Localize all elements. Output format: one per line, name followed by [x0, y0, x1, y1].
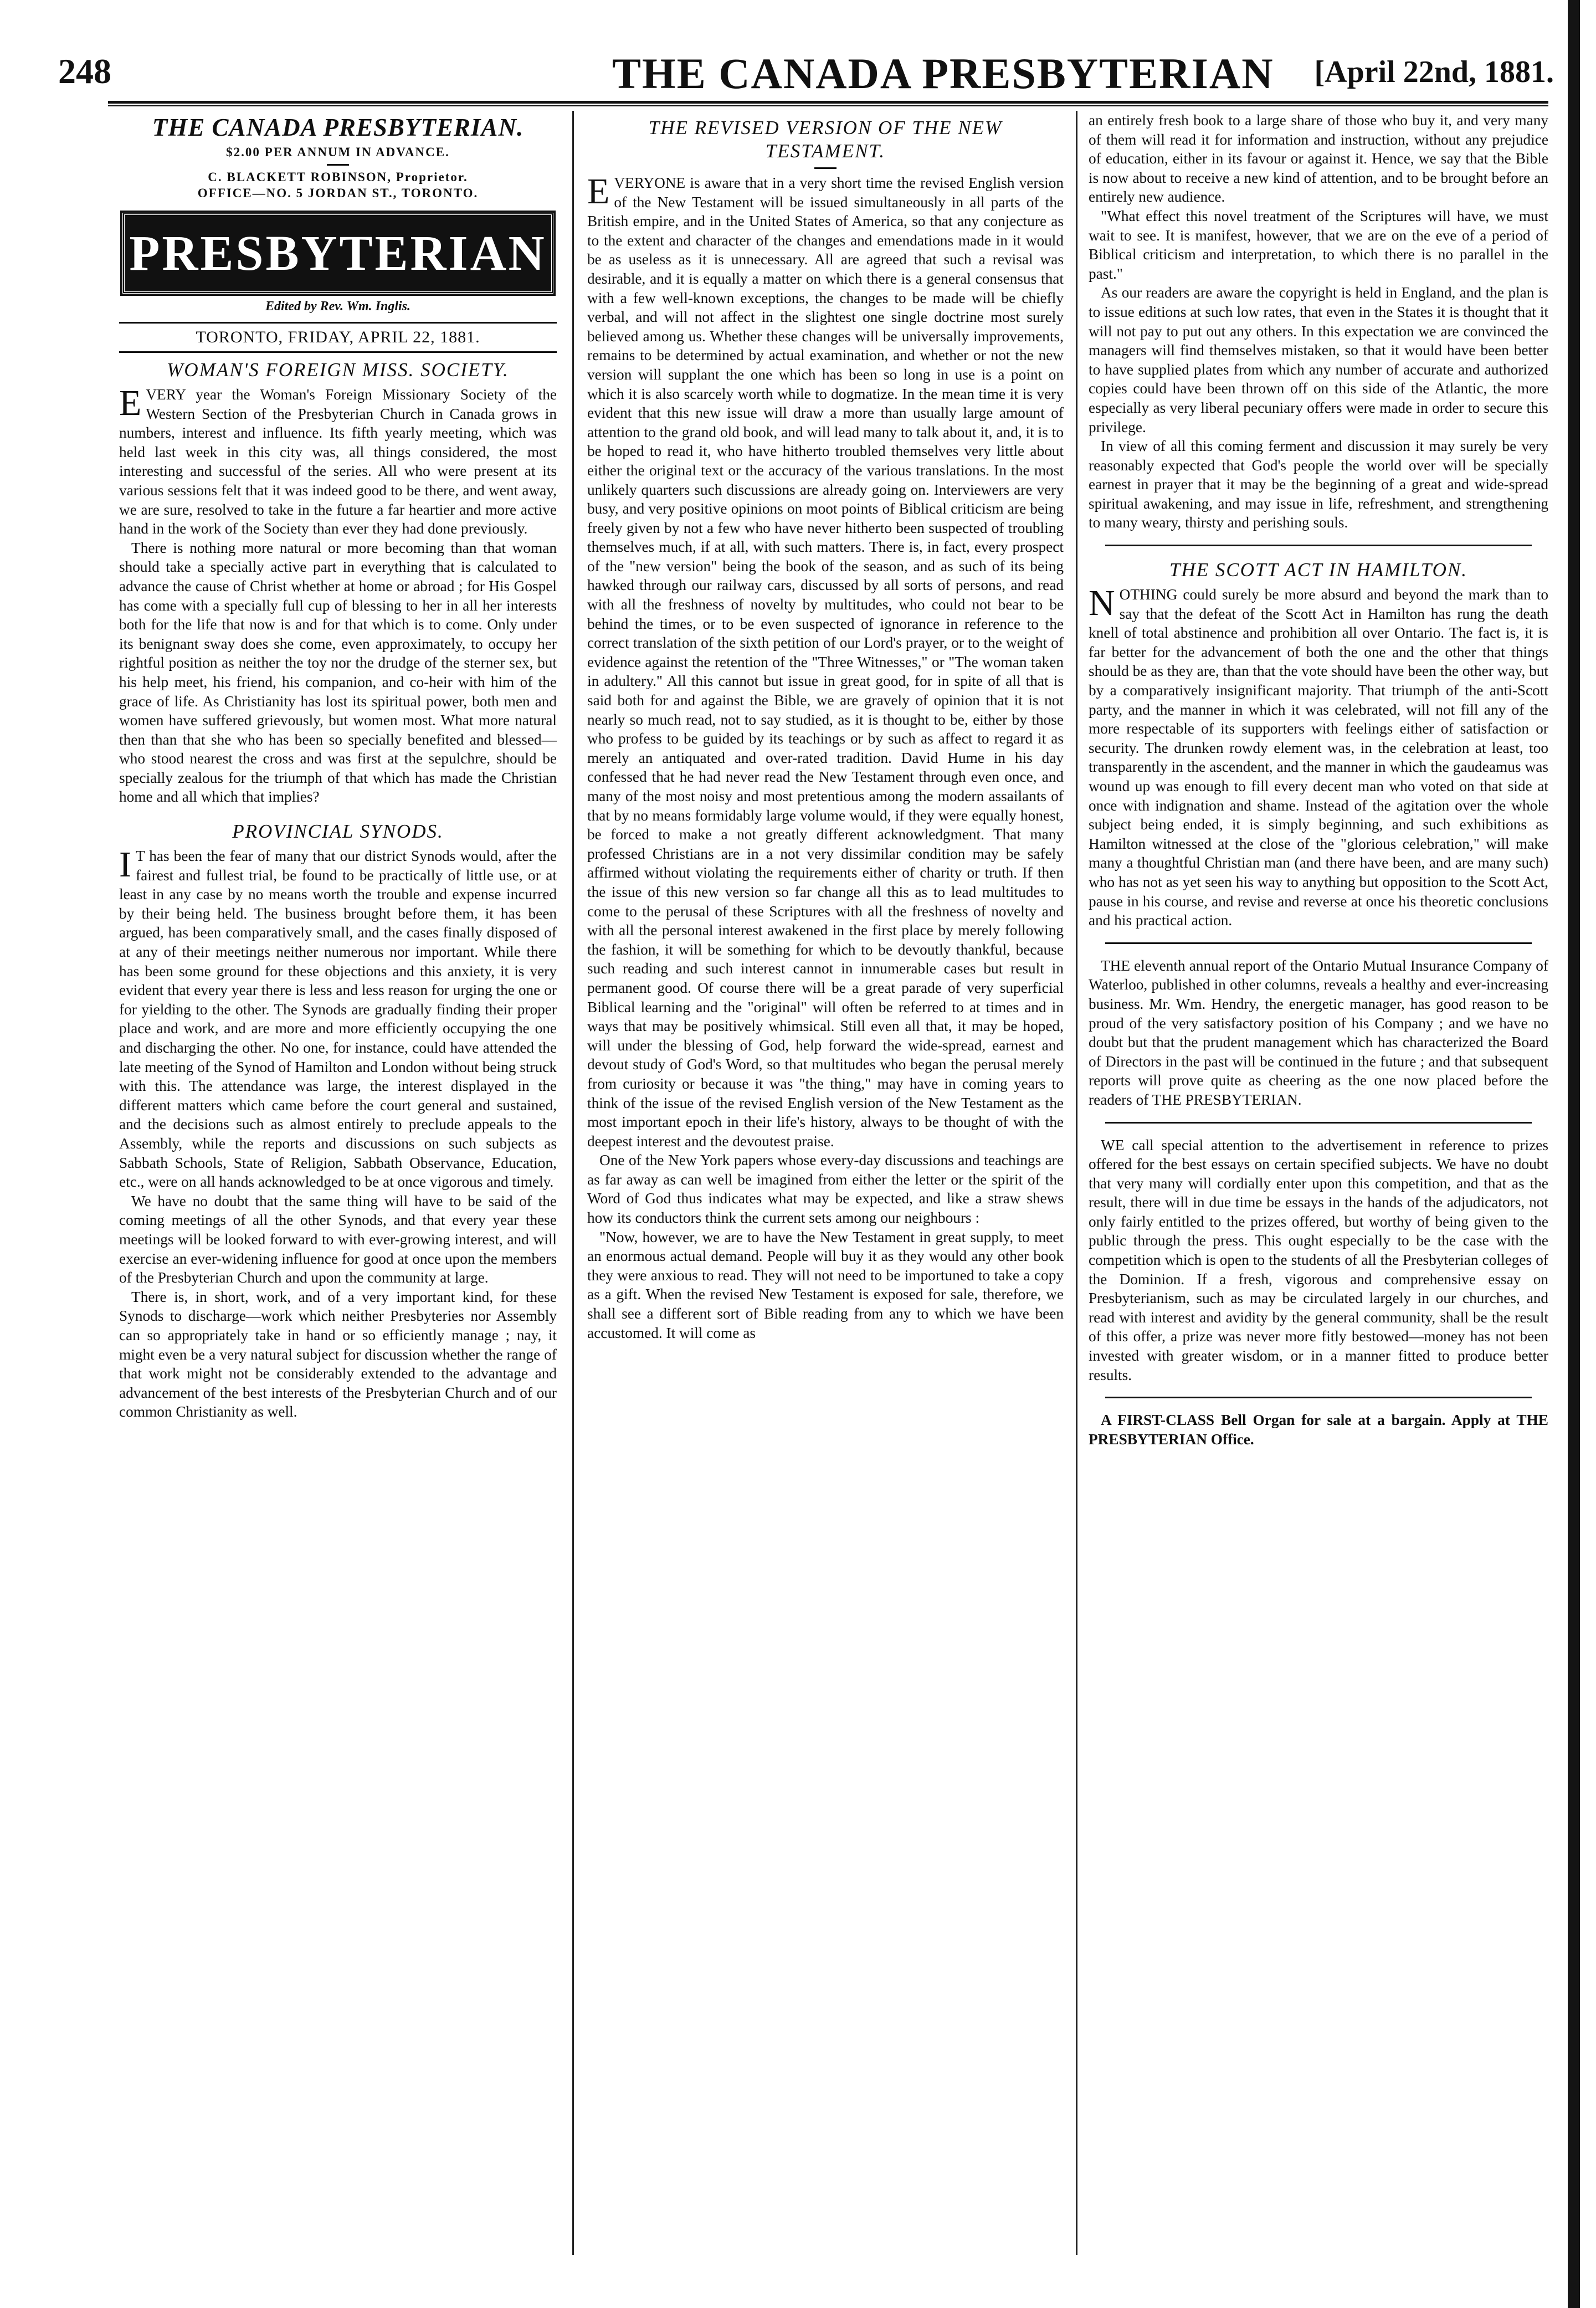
dateline: TORONTO, FRIDAY, APRIL 22, 1881. — [119, 322, 557, 353]
article-heading: THE SCOTT ACT IN HAMILTON. — [1169, 559, 1467, 581]
notice-organ-for-sale — [1089, 1411, 1548, 1449]
article-scott-act — [1089, 558, 1548, 930]
article-revised-version — [587, 116, 1064, 1342]
section-separator — [1105, 1122, 1532, 1124]
column-2 — [587, 111, 1064, 2271]
article-paragraph: We have no doubt that the same thing will have to be said of the coming meetings of all the other Synods, and that every year these meetings will be looked forward to with ever-growing interest, and will exercise an ever-widening influence for good at once upon the members of the Presbyterian Church and upon the community at large. — [119, 1192, 557, 1286]
newspaper-title: THE CANADA PRESBYTERIAN — [612, 49, 1274, 98]
article-paragraph: THE eleventh annual report of the Ontario Mutual Insurance Company of Waterloo, published in other columns, reveals a healthy and ever-increasing business. Mr. Wm. Hendry, the energetic manager, has good reason to be proud of the very satisfactory position of his Company ; and we have no doubt but that the prudent management which has characterized the Board of Directors in the past will be continued in the future ; and that subsequent reports will prove quite as cheering as the one now placed before the readers of THE PRESBYTERIAN. — [1089, 957, 1548, 1108]
article-heading: WOMAN'S FOREIGN MISS. SOCIETY. — [167, 359, 509, 381]
article-essay-prizes — [1089, 1136, 1548, 1385]
article-ontario-mutual — [1089, 956, 1548, 1110]
article-heading: THE REVISED VERSION OF THE NEW TESTAMENT. — [648, 117, 1003, 162]
article-womans-society — [119, 358, 557, 807]
article-paragraph: One of the New York papers whose every-day discussions and teachings are as far away as can well be imagined from either the letter or the spirit of the Word of God thus indicates what may be expected, and like a straw shews how its conductors think the current sets among our neighbours : — [587, 1152, 1064, 1227]
article-paragraph: an entirely fresh book to a large share of those who buy it, and very many of them will read it for information and instruction, without any prejudice of education, either in its favour or against it. Hence, we say that the Bible is now about to receive a new kind of attention, and to be brought before an entirely new audience. — [1089, 112, 1548, 206]
section-separator — [1105, 942, 1532, 944]
short-rule — [814, 167, 837, 169]
masthead-title: THE CANADA PRESBYTERIAN. — [152, 114, 524, 141]
article-paragraph: A FIRST-CLASS Bell Organ for sale at a bargain. Apply at THE PRESBYTERIAN Office. — [1089, 1412, 1548, 1448]
binding-edge — [1568, 0, 1580, 2308]
masthead-terms: $2.00 PER ANNUM IN ADVANCE. — [226, 145, 450, 159]
header-rule-thin — [108, 105, 1548, 106]
section-separator — [1105, 545, 1532, 546]
masthead-logo: PRESBYTERIAN — [122, 213, 553, 294]
masthead-office: OFFICE—NO. 5 JORDAN ST., TORONTO. — [197, 186, 479, 200]
issue-date: [April 22nd, 1881. — [1314, 55, 1554, 89]
article-paragraph: In view of all this coming ferment and discussion it may surely be very reasonably expected that God's people the world over will be specially earnest in prayer that it may be the beginning of a great and wide-spread spiritual awakening, and may issue in life, refreshment, and strengthening to many weary, thirsty and perishing souls. — [1089, 438, 1548, 531]
page-number: 248 — [58, 52, 111, 91]
column-1 — [119, 111, 557, 2271]
short-rule — [327, 164, 349, 166]
column-rule — [572, 111, 574, 2255]
column-rule — [1076, 111, 1077, 2255]
running-header — [58, 51, 1554, 104]
article-paragraph: There is, in short, work, and of a very important kind, for these Synods to discharge—work which neither Presbyteries nor Assembly can so appropriately take in hand or so efficiently manage ; nay, it might even be a very natural subject for discussion whether the range of that work might not be considerably extended to the advantage and advancement of the best interests of the Presbyterian Church and of our common Christianity as well. — [119, 1288, 557, 1420]
article-paragraph: "What effect this novel treatment of the Scriptures will have, we must wait to see. It is manifest, however, that we are on the eve of a period of Biblical criticism and interpretation, to which there is no parallel in the past." — [1089, 207, 1548, 282]
column-3 — [1089, 111, 1548, 2271]
article-paragraph: EVERY year the Woman's Foreign Missionary Society of the Western Section of the Presbyterian Church in Canada grows in numbers, interest and influence. Its fifth yearly meeting, which was held last week in this city was, all things considered, the most interesting and successful of the series. All who were present at its various sessions felt that it was indeed good to be there, and went away, we are sure, resolved to take in the future a far heartier and more active hand in the work of the Society than ever they had done previously. — [119, 383, 557, 537]
header-rule — [108, 101, 1548, 104]
article-provincial-synods — [119, 820, 557, 1422]
article-paragraph: WE call special attention to the advertisement in reference to prizes offered for the best essays on certain specified subjects. We have no doubt that very many will cordially enter upon this competition, and that as the result, there will in due time be essays in the hands of the adjudicators, not only fairly entitled to the prizes offered, but worthy of being given to the public through the press. This ought especially to be the case with the competition which is open to the students of all the Presbyterian colleges of the Dominion. If a fresh, vigorous and comprehensive essay on Presbyterianism, such as may be circulated largely in our churches, and read with interest and avidity by the general community, shall be the result of this offer, a prize was never more fitly bestowed—money has not been invested with greater wisdom, or in a manner fitted to produce better results. — [1089, 1136, 1548, 1383]
masthead-editor: Edited by Rev. Wm. Inglis. — [265, 299, 410, 314]
article-paragraph: There is nothing more natural or more becoming than that woman should take a specially active part in everything that is calculated to advance the cause of Christ whether at home or abroad ; for His Gospel has come with a specially full cup of blessing to her in all her interests both for the life that now is and for that which is to come. Only under its benignant sway does she come, even approximately, to occupy her rightful position as neither the toy nor the drudge of the sterner sex, but his help meet, his friend, his companion, and co-heir with him of the grace of life. As Christianity has lost its spiritual power, both men and women have suffered grievously, but women most. What more natural then than that she who has been so specially benefited and blessed—who stood nearest the cross and was first at the sepulchre, should be specially zealous for the triumph of that which has made the Christian home and all which that implies? — [119, 539, 557, 806]
article-heading: PROVINCIAL SYNODS. — [232, 820, 444, 843]
article-paragraph: NOTHING could surely be more absurd and beyond the mark than to say that the defeat of the Scott Act in Hamilton has rung the death knell of total abstinence and prohibition all over Ontario. The fact is, it is far better for the advancement of both the one and the other that things should be as they are, than that the vote should have been the other way, but by a comparatively insignificant majority. That triumph of the anti-Scott party, and the manner in which it was celebrated, will not fill any of the more respectable of its supporters with feelings either of satisfaction or security. The drunken rowdy element was, in the celebration at least, too transparently in the ascendent, and the manner in which the gaudeamus was wound up was enough to fill every decent man who voted on that side at once with indignation and shame. Instead of the agitation over the whole subject being ended, it is simply beginning, and such exhibitions as Hamilton witnessed at the close of the "glorious celebration," will make many a thoughtful Christian man (and there have been, and are many such) who has not as yet seen his way to anything but opposition to the Scott Act, pause in his course, and revise and reverse at once his theoretic conclusions and his practical action. — [1089, 583, 1548, 929]
masthead-proprietor: C. BLACKETT ROBINSON, Proprietor. — [208, 170, 468, 184]
article-paragraph: "Now, however, we are to have the New Testament in great supply, to meet an enormous actual demand. People will buy it as they would any other book they were anxious to read. They will not need to be importuned to take a copy as a gift. When the revised New Testament is exposed for sale, therefore, we shall see a different sort of Bible reading from any to which we have been accustomed. It will come as — [587, 1228, 1064, 1341]
article-paragraph: IT has been the fear of many that our district Synods would, after the fairest and fullest trial, be found to be practically of little use, or at least in any case by no means worth the trouble and expense incurred by their being held. The business brought before them, it has been argued, has been comparatively small, and the cases finally disposed of at any of their meetings neither numerous nor important. While there has been some ground for these objections and this anxiety, it is very evident that every year there is less and less reason for urging the one or for yielding to the other. The Synods are gradually finding their proper place and work, and are more and more efficiently occupying the one and discharging the other. No one, for instance, could have attended the late meeting of the Synod of Hamilton and London without being struck with this. The attendance was large, the interest displayed in the different matters which came before the court general and sustained, and the decisions such as almost entirely to preclude appeals to the Assembly, while the reports and discussions on such subjects as Sabbath Schools, State of Religion, Sabbath Observance, Education, etc., were on all hands acknowledged to be at once vigorous and timely. — [119, 844, 557, 1191]
section-separator — [1105, 1397, 1532, 1398]
article-revised-version-continued — [1089, 111, 1548, 532]
article-paragraph: As our readers are aware the copyright is held in England, and the plan is to issue editions at such low rates, that even in the States it is thought that it will not pay to put out any others. In this expectation we are convinced the managers will find themselves mistaken, so that it would have been better to have supplied plates from which any number of accurate and authorized copies could have been thrown off on this side of the Atlantic, the more especially as very liberal pecuniary offers were made in order to secure this privilege. — [1089, 284, 1548, 435]
article-paragraph: EVERYONE is aware that in a very short time the revised English version of the New Testament will be issued simultaneously in all parts of the British empire, and in the United States of America, so that any conjecture as to the extent and character of the changes and emendations made in it would be as useless as it is unnecessary. All are agreed that such a revisal was desirable, and it is equally a matter on which there is a general consensus that with a few well-known exceptions, the changes to be made will be chiefly verbal, and will not affect in the slightest one single doctrine most surely believed among us. Whether these changes will be universally improvements, remains to be determined by actual examination, and whether or not the new version will supplant the one which has been so long in use is a point on which it is also scarcely worth while to dogmatize. In the mean time it is very evident that this new issue will draw a more than usually large amount of attention to the grand old book, and will lead many to talk about it, and, it is to be hoped to read it, who have hitherto troubled themselves very little about either the original text or the accuracy of the various translations. In the most unlikely quarters such discussions are already going on. Interviewers are very busy, and very positive opinions on moot points of Biblical criticism are being freely given by not a few who have never hitherto been suspected of troubling themselves much, if at all, with such matters. There is, in fact, every prospect of the "new version" being the book of the season, and as such of its being hawked through our railway cars, discussed by all sorts of persons, and read with all the freshness of novelty by multitudes, who could not bear to be behind the times, or to be even suspected of ignorance in reference to the correct translation of the sixth petition of our Lord's prayer, or to the weight of evidence against the retention of the "Three Witnesses," or "The woman taken in adultery." All this cannot but issue in great good, for in spite of all that is said both for and against the Bible, we are gravely of opinion that it is not nearly so much read, not to say studied, as it is thought to be, either by those who profess to be guided by its teachings or by such as affect to regard it as merely an antiquated and over-rated tradition. David Hume in his day confessed that he had never read the New Testament through even once, and many of the most noisy and most pretentious among the modern assailants of that by no means formidably large volume would, if they were equally honest, be forced to make a not greatly different acknowledgment. That many professed Christians are in a not very dissimilar condition may be safely affirmed without violating the requirements either of charity or truth. If then the issue of this new version so far change all this as to lead multitudes to come to the perusal of these Scriptures with all the freshness of novelty and with all the personal interest awakened in the first place by merely following the fashion, it will be something for which to be devoutly thankful, because such reading and such interest cannot in innumerable cases but result in permanent good. Of course there will be a great parade of very superficial Biblical learning and the "original" will often be referred to at times and in ways that may be positively whimsical. Still even all that, it may be hoped, will under the blessing of God, help forward the wide-spread, earnest and devout study of God's Word, so that multitudes who began the perusal merely from curiosity or because it was "the thing," may have in coming years to think of the issue of the revised English version of the New Testament as the most important epoch in their life's history, always to be thought of with the deepest interest and the devoutest praise. — [587, 171, 1064, 1150]
